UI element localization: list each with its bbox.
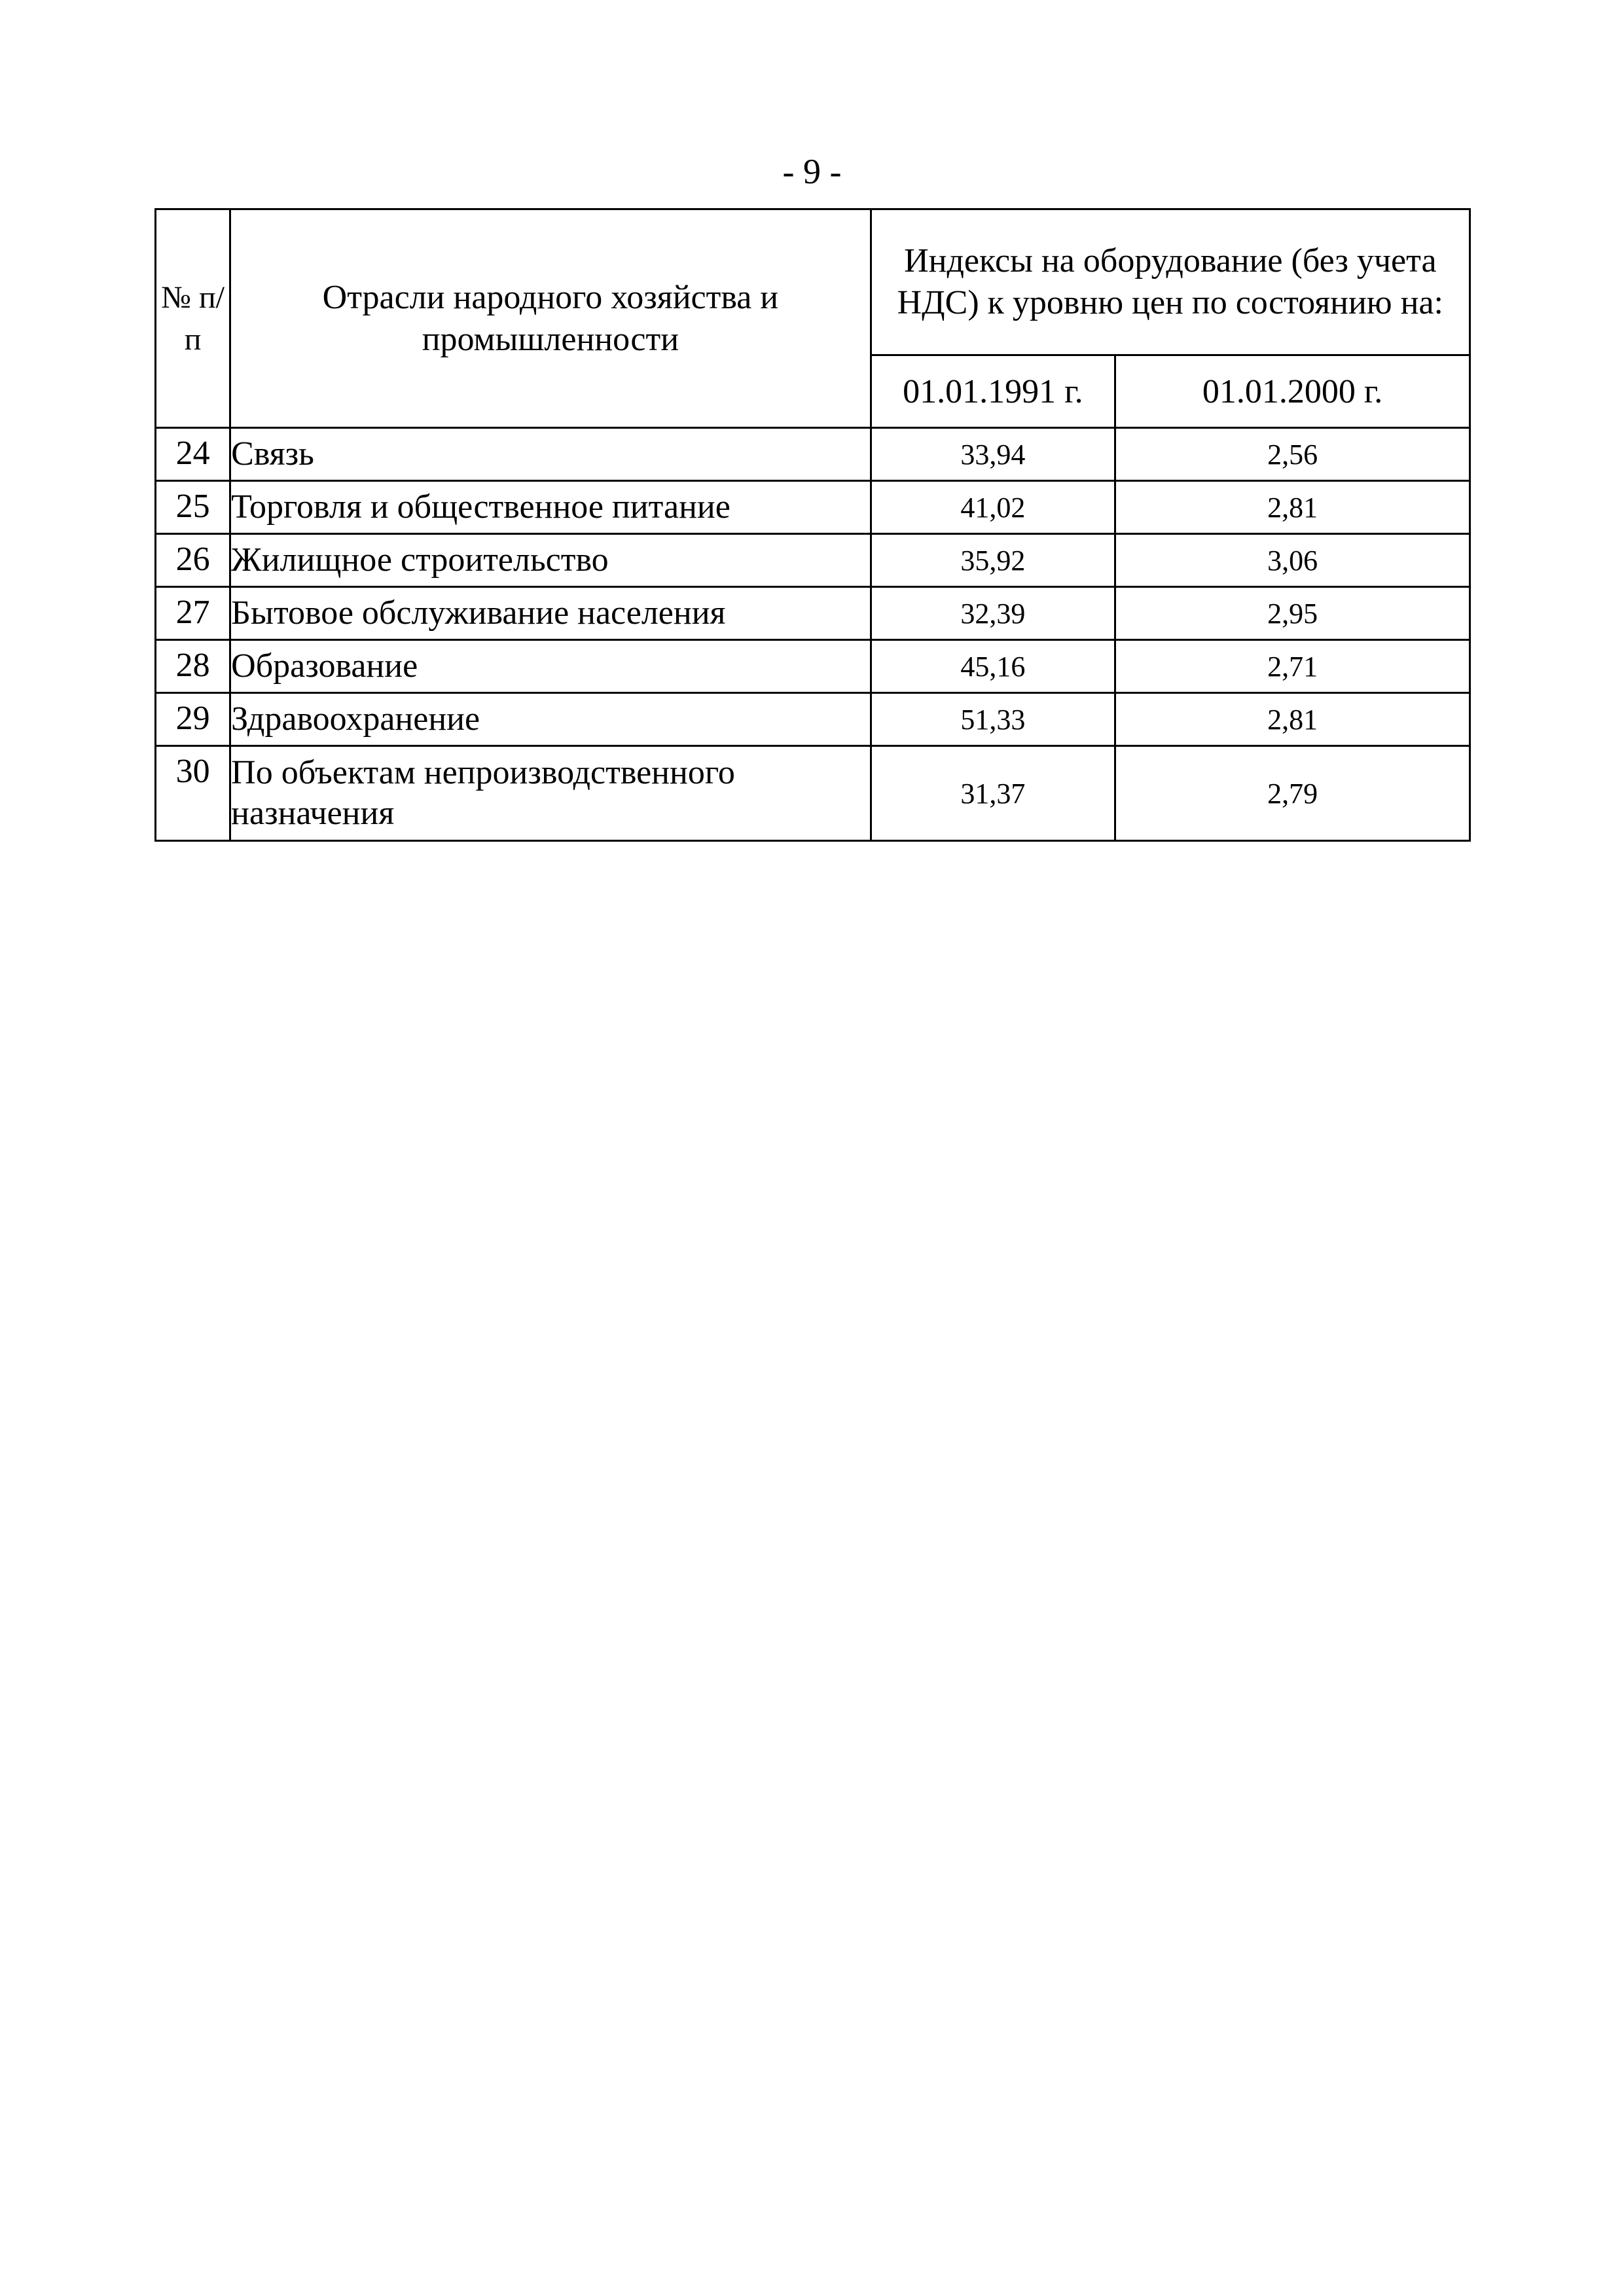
row-index-1991: 41,02	[871, 481, 1115, 534]
row-industry: Торговля и общественное питание	[230, 481, 871, 534]
row-index-2000: 2,56	[1115, 428, 1470, 481]
table-row	[156, 693, 1470, 746]
header-indices-group: Индексы на оборудование (без учета НДС) к уровню цен по состоянию на:	[871, 209, 1470, 355]
row-number: 25	[156, 481, 230, 534]
row-number: 27	[156, 587, 230, 640]
table-row	[156, 640, 1470, 693]
row-index-1991: 51,33	[871, 693, 1115, 746]
row-industry: Бытовое обслуживание населения	[230, 587, 871, 640]
row-number: 30	[156, 746, 230, 841]
row-index-2000: 2,95	[1115, 587, 1470, 640]
equipment-index-table	[154, 208, 1471, 842]
header-number: № п/п	[156, 209, 230, 428]
row-industry: Связь	[230, 428, 871, 481]
row-number: 29	[156, 693, 230, 746]
header-industry: Отрасли народного хозяйства и промышленности	[230, 209, 871, 428]
table-row	[156, 481, 1470, 534]
row-index-2000: 2,79	[1115, 746, 1470, 841]
row-number: 26	[156, 534, 230, 587]
row-industry: По объектам непроизводственного назначения	[230, 746, 871, 841]
row-index-1991: 31,37	[871, 746, 1115, 841]
row-index-1991: 35,92	[871, 534, 1115, 587]
row-index-1991: 33,94	[871, 428, 1115, 481]
row-index-2000: 3,06	[1115, 534, 1470, 587]
row-number: 28	[156, 640, 230, 693]
page-number: - 9 -	[782, 152, 842, 191]
row-index-2000: 2,81	[1115, 481, 1470, 534]
table-row	[156, 428, 1470, 481]
row-index-2000: 2,81	[1115, 693, 1470, 746]
row-industry: Жилищное строительство	[230, 534, 871, 587]
table-row	[156, 534, 1470, 587]
header-date-2000: 01.01.2000 г.	[1115, 355, 1470, 428]
table-row	[156, 746, 1470, 841]
table-row	[156, 587, 1470, 640]
row-index-2000: 2,71	[1115, 640, 1470, 693]
row-industry: Образование	[230, 640, 871, 693]
row-index-1991: 32,39	[871, 587, 1115, 640]
table-header-row	[156, 209, 1470, 355]
header-date-1991: 01.01.1991 г.	[871, 355, 1115, 428]
row-number: 24	[156, 428, 230, 481]
row-index-1991: 45,16	[871, 640, 1115, 693]
row-industry: Здравоохранение	[230, 693, 871, 746]
